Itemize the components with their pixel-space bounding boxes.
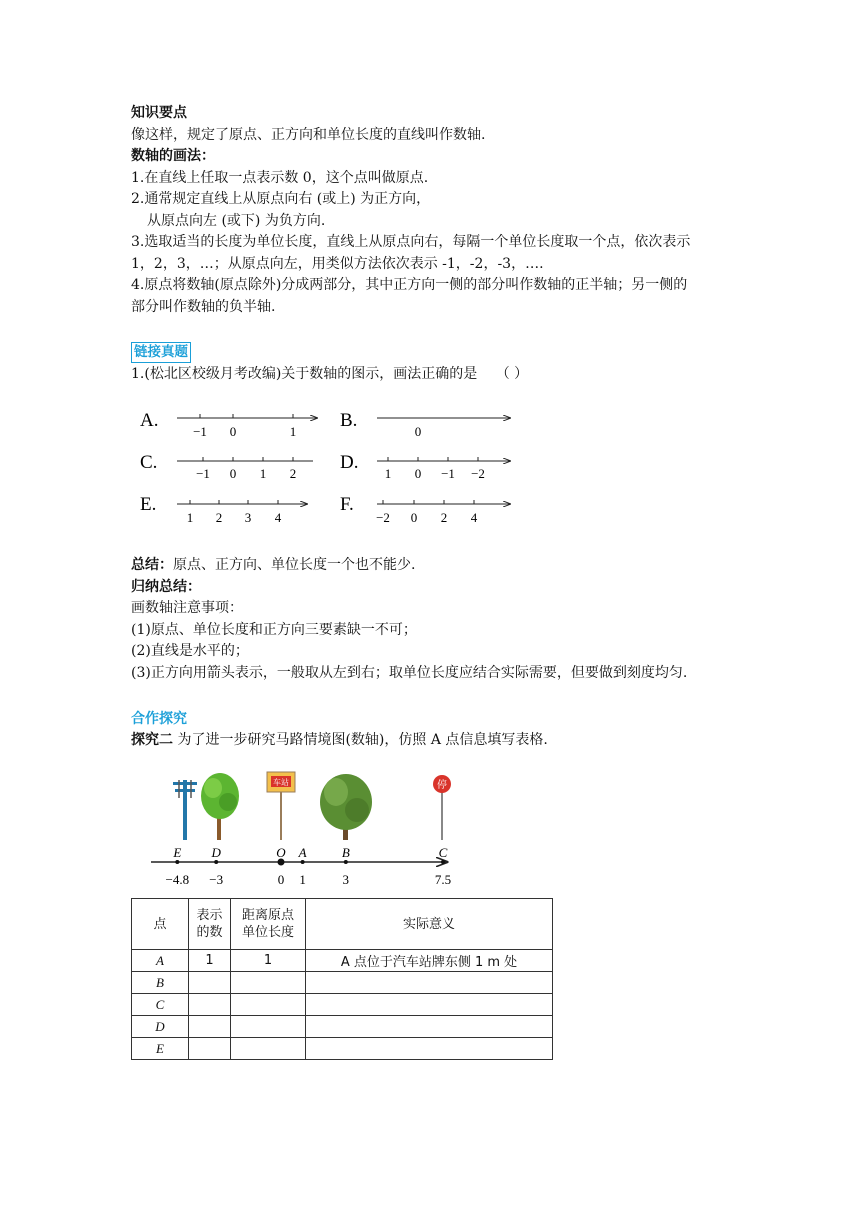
induct-heading: 归纳总结：: [131, 578, 201, 595]
step-4b: 部分叫作数轴的负半轴.: [131, 298, 276, 315]
point-e-value: −4.8: [165, 872, 190, 887]
point-a-label: A: [298, 845, 307, 860]
step-3a: 3.选取适当的长度为单位长度，直线上从原点向右，每隔一个单位长度取一个点，依次表示: [131, 234, 691, 250]
point-b-marker: [344, 860, 348, 864]
options-figure: [131, 398, 531, 528]
cell-meaning[interactable]: A 点位于汽车站牌东侧 1 m 处: [306, 950, 553, 972]
option-c-label: −1: [196, 466, 210, 481]
knowledge-heading: 知识要点: [131, 105, 187, 121]
option-c-label: 1: [259, 466, 267, 481]
question-1: [131, 364, 736, 386]
option-a-letter: A.: [140, 410, 159, 431]
summary-label: 总结：: [131, 557, 173, 573]
option-d-label: −1: [441, 466, 455, 481]
option-f-label: 2: [440, 510, 448, 525]
summary-text: 原点、正方向、单位长度一个也不能少.: [173, 557, 416, 573]
point-c-value: 7.5: [434, 872, 452, 887]
option-b-label: 0: [414, 424, 422, 439]
bus-sign-text: 车站: [273, 778, 289, 787]
link-tag: 链接真题: [131, 342, 191, 363]
answer-paren: （ ）: [495, 365, 529, 382]
stop-sign-icon: [433, 775, 451, 840]
question-text: 1.(松北区校级月考改编)关于数轴的图示，画法正确的是: [131, 365, 478, 382]
step-2a: 2.通常规定直线上从原点向右 (或上) 为正方向，: [131, 191, 431, 207]
step-1: 1.在直线上任取一点表示数 0，这个点叫做原点.: [131, 169, 429, 186]
option-d-label: −2: [471, 466, 485, 481]
option-f-label: 0: [410, 510, 418, 525]
cell-distance[interactable]: [231, 994, 306, 1016]
option-e-letter: E.: [140, 494, 157, 515]
step-3b: 1，2，3，…；从原点向左，用类似方法依次表示 -1，-2，-3，….: [131, 255, 544, 272]
option-d-label: 1: [384, 466, 392, 481]
cell-number[interactable]: [189, 972, 231, 994]
willow-tree-icon: [320, 774, 372, 840]
document-body: [131, 103, 736, 385]
cell-number[interactable]: [189, 1016, 231, 1038]
header-meaning: 实际意义: [306, 899, 553, 950]
point-e-marker: [175, 860, 179, 864]
table-row: [132, 1038, 553, 1060]
option-f-letter: F.: [340, 494, 354, 515]
option-c-label: 0: [229, 466, 237, 481]
option-e-label: 2: [215, 510, 223, 525]
option-f-label: −2: [376, 510, 390, 525]
header-point: 点: [132, 899, 189, 950]
option-a-label: −1: [193, 424, 207, 439]
note-1: (1)原点、单位长度和正方向三要素缺一不可；: [131, 621, 417, 638]
option-c-letter: C.: [140, 452, 158, 473]
notes-heading: 画数轴注意事项：: [131, 600, 243, 616]
cell-distance[interactable]: [231, 1016, 306, 1038]
explore-label: 探究二: [131, 732, 173, 748]
cell-number[interactable]: 1: [189, 950, 231, 972]
option-e-label: 3: [244, 510, 252, 525]
point-c-marker: [441, 860, 445, 864]
cell-distance[interactable]: [231, 1038, 306, 1060]
cell-meaning[interactable]: [306, 972, 553, 994]
cell-point: A: [132, 950, 189, 972]
point-b-value: 3: [342, 872, 350, 887]
cell-point: B: [132, 972, 189, 994]
bus-stop-sign-icon: [267, 772, 295, 840]
cell-meaning[interactable]: [306, 994, 553, 1016]
table-row: [132, 950, 553, 972]
point-o-label: O: [276, 845, 286, 860]
step-2b: 从原点向左 (或下) 为负方向.: [147, 212, 326, 229]
utility-pole-icon: [173, 780, 197, 840]
cell-point: E: [132, 1038, 189, 1060]
header-number: 表示 的数: [189, 899, 231, 950]
cell-distance[interactable]: 1: [231, 950, 306, 972]
point-c-label: C: [438, 845, 448, 860]
point-e-label: E: [173, 845, 182, 860]
cell-number[interactable]: [189, 1038, 231, 1060]
point-b-label: B: [341, 845, 350, 860]
point-a-value: 1: [299, 872, 306, 887]
cell-point: C: [132, 994, 189, 1016]
option-e-label: 4: [274, 510, 282, 525]
option-a-label: 1: [289, 424, 297, 439]
option-a-label: 0: [229, 424, 237, 439]
option-c-label: 2: [289, 466, 297, 481]
cell-meaning[interactable]: [306, 1016, 553, 1038]
note-2: (2)直线是水平的；: [131, 643, 249, 659]
cell-point: D: [132, 1016, 189, 1038]
point-d-marker: [214, 860, 218, 864]
point-o-value: 0: [277, 872, 285, 887]
table-row: [132, 994, 553, 1016]
point-d-label: D: [211, 845, 221, 860]
cell-distance[interactable]: [231, 972, 306, 994]
point-a-marker: [301, 860, 305, 864]
stop-sign-text: 停: [437, 780, 447, 791]
option-e-label: 1: [186, 510, 194, 525]
step-4a: 4.原点将数轴(原点除外)分成两部分，其中正方向一侧的部分叫作数轴的正半轴；另一侧的: [131, 277, 688, 293]
table-row: [132, 972, 553, 994]
explore-text: 为了进一步研究马路情境图(数轴)，仿照 A 点信息填写表格.: [173, 732, 548, 748]
method-heading: 数轴的画法：: [131, 148, 215, 164]
note-3: (3)正方向用箭头表示，一般取从左到右；取单位长度应结合实际需要，但要做到刻度均匀.: [131, 664, 688, 681]
header-distance: 距离原点 单位长度: [231, 899, 306, 950]
point-d-value: −3: [209, 872, 224, 887]
section-title: 合作探究: [131, 711, 187, 727]
summary-block: [131, 555, 736, 752]
table-row: [132, 1016, 553, 1038]
option-d-label: 0: [414, 466, 422, 481]
cell-meaning[interactable]: [306, 1038, 553, 1060]
option-f-label: 4: [470, 510, 478, 525]
option-d-letter: D.: [340, 452, 359, 473]
cell-number[interactable]: [189, 994, 231, 1016]
tree-icon: [201, 773, 239, 840]
option-b-letter: B.: [340, 410, 358, 431]
info-table: [131, 898, 553, 1060]
road-number-line: [131, 768, 461, 890]
definition-text: 像这样，规定了原点、正方向和单位长度的直线叫作数轴.: [131, 126, 486, 143]
